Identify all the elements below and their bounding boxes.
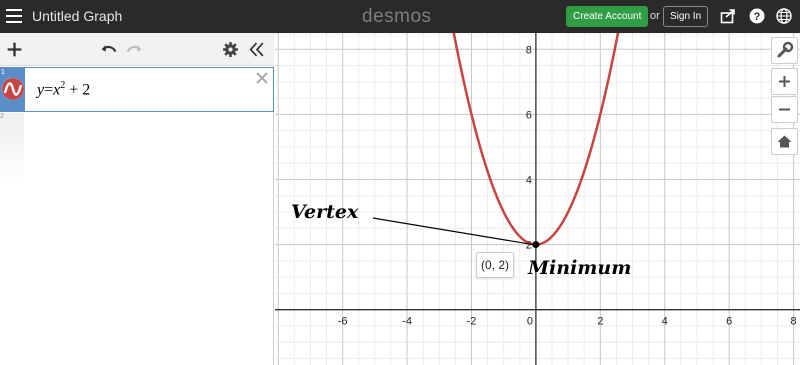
expression-lhs: y bbox=[37, 81, 45, 99]
x-tick-label: 2 bbox=[597, 315, 604, 328]
zoom-out-icon[interactable] bbox=[772, 97, 797, 122]
double-chevron-left-icon[interactable] bbox=[248, 41, 265, 58]
hamburger-menu-icon[interactable] bbox=[6, 9, 22, 23]
expression-equals: = bbox=[44, 81, 54, 99]
help-icon[interactable] bbox=[749, 8, 765, 24]
graph-canvas[interactable] bbox=[275, 33, 800, 365]
plus-icon[interactable] bbox=[6, 41, 23, 58]
vertex-annotation: Vertex bbox=[291, 201, 359, 223]
or-text: or bbox=[650, 10, 660, 22]
y-tick-label: 2 bbox=[525, 239, 532, 252]
graph-curve-icon[interactable] bbox=[2, 78, 24, 100]
x-tick-label: 6 bbox=[726, 315, 733, 328]
expression-exponent: 2 bbox=[60, 80, 66, 91]
wrench-icon[interactable] bbox=[772, 38, 797, 63]
grid-major-lines bbox=[275, 33, 800, 365]
empty-expression-index: 2 bbox=[0, 113, 4, 120]
sign-in-button[interactable]: Sign In bbox=[663, 6, 708, 27]
minimum-annotation: Minimum bbox=[528, 257, 632, 279]
y-tick-label: 8 bbox=[525, 44, 532, 57]
zoom-in-icon[interactable] bbox=[772, 69, 797, 94]
default-viewport-button[interactable] bbox=[771, 128, 798, 155]
x-tick-label: 0 bbox=[526, 315, 533, 328]
axes bbox=[275, 33, 800, 365]
undo-icon[interactable] bbox=[100, 41, 117, 58]
expression-item[interactable] bbox=[0, 67, 274, 112]
gear-icon[interactable] bbox=[222, 41, 239, 58]
desmos-logo: desmos bbox=[362, 6, 432, 27]
create-account-button[interactable]: Create Account bbox=[566, 6, 648, 27]
x-tick-label: -6 bbox=[337, 315, 348, 328]
home-icon[interactable] bbox=[772, 129, 797, 154]
x-tick-label: 8 bbox=[790, 315, 797, 328]
zoom-in-button[interactable] bbox=[771, 68, 798, 95]
grid-minor-lines bbox=[275, 33, 800, 365]
y-tick-label: 4 bbox=[525, 174, 532, 187]
graph-svg[interactable] bbox=[275, 33, 800, 365]
vertex-point[interactable] bbox=[532, 241, 539, 248]
expression-rest: + 2 bbox=[69, 81, 91, 99]
redo-icon[interactable] bbox=[126, 41, 143, 58]
graph-title[interactable]: Untitled Graph bbox=[32, 8, 123, 24]
globe-icon[interactable] bbox=[776, 8, 792, 24]
close-icon[interactable] bbox=[255, 71, 269, 85]
empty-expression-tab[interactable] bbox=[0, 113, 24, 183]
expression-color-tab[interactable] bbox=[1, 68, 25, 111]
svg-text:?: ? bbox=[753, 11, 761, 24]
x-tick-label: 4 bbox=[661, 315, 668, 328]
expression-panel bbox=[0, 33, 274, 365]
share-icon[interactable] bbox=[720, 8, 736, 24]
expression-base: x bbox=[53, 81, 61, 99]
x-tick-label: -2 bbox=[466, 315, 477, 328]
expression-math[interactable] bbox=[37, 80, 90, 99]
expression-toolbar bbox=[0, 33, 274, 66]
x-tick-label: -4 bbox=[402, 315, 412, 328]
expression-index: 1 bbox=[1, 69, 5, 76]
zoom-out-button[interactable] bbox=[771, 96, 798, 123]
point-coordinate-label[interactable]: (0, 2) bbox=[476, 252, 514, 278]
top-bar bbox=[0, 0, 800, 33]
y-tick-label: 6 bbox=[525, 109, 532, 122]
graph-settings-button[interactable] bbox=[771, 37, 798, 64]
